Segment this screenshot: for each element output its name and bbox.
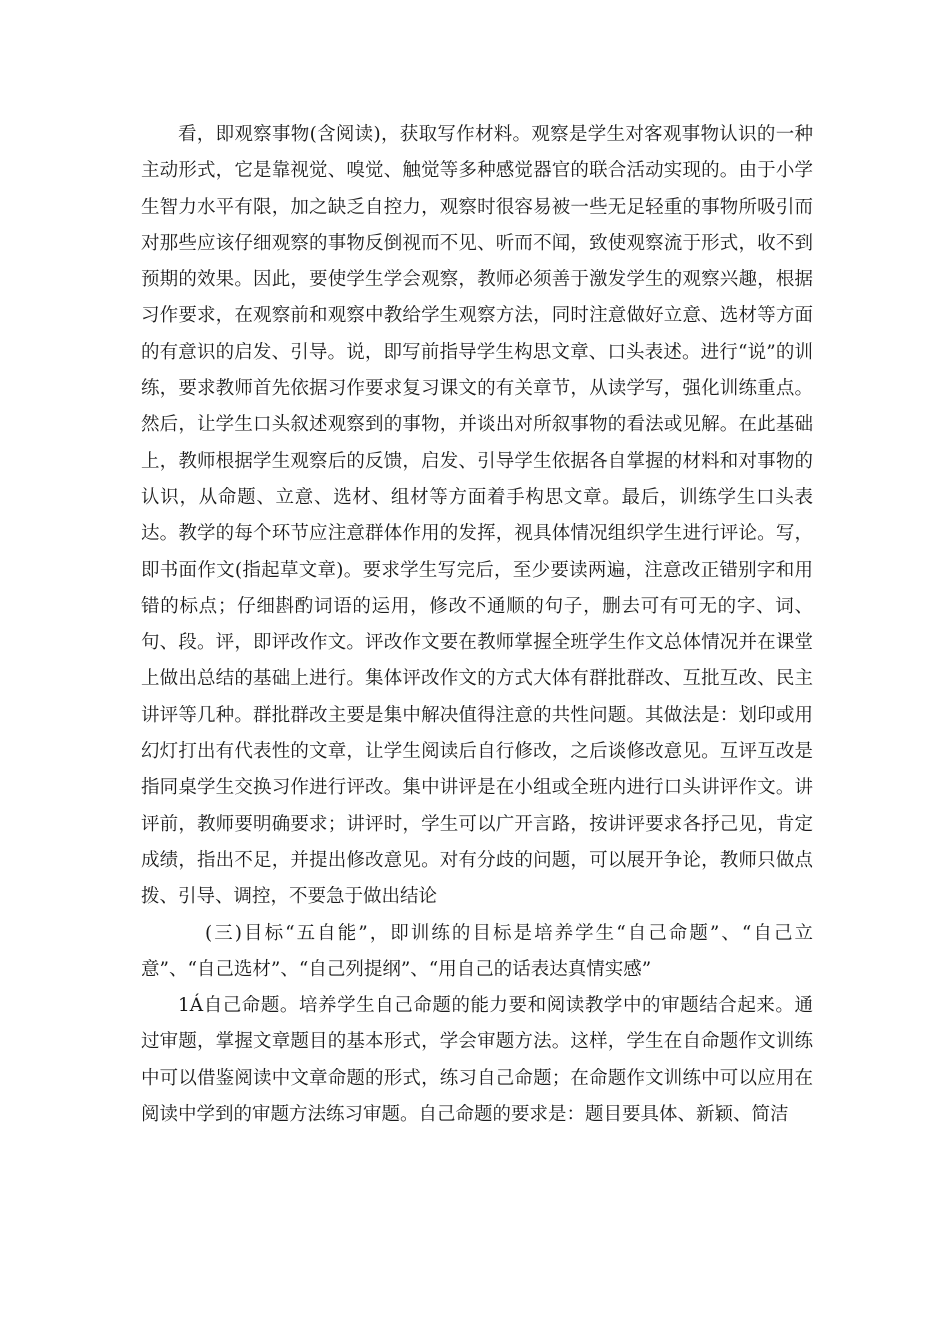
paragraph-five-self-abilities: (三)目标“五自能”，即训练的目标是培养学生“自己命题”、“自己立意”、“自己选材”、“自己列提纲”、“用自己的话表达真情实感” <box>141 922 813 980</box>
paragraph-self-titling: 1Á自己命题。培养学生自己命题的能力要和阅读教学中的审题结合起来。通过审题，掌握文章题目的基本形式，学会审题方法。这样，学生在自命题作文训练中可以借鉴阅读中文章命题的形式，练习自己命题；在命题作文训练中可以应用在阅读中学到的审题方法练习审题。自己命题的要求是：题目要具体、新颖、简洁 <box>141 995 813 1126</box>
paragraph-observe-say-write-review: 看，即观察事物(含阅读)，获取写作材料。观察是学生对客观事物认识的一种主动形式，它是靠视觉、嗅觉、触觉等多种感觉器官的联合活动实现的。由于小学生智力水平有限，加之缺乏自控力，观察时很容易被一些无足轻重的事物所吸引而对那些应该仔细观察的事物反倒视而不见、听而不闻，致使观察流于形式，收不到预期的效果。因此，要使学生学会观察，教师必须善于激发学生的观察兴趣，根据习作要求，在观察前和观察中教给学生观察方法，同时注意做好立意、选材等方面的有意识的启发、引导。说，即写前指导学生构思文章、口头表述。进行“说”的训练，要求教师首先依据习作要求复习课文的有关章节，从读学写，强化训练重点。然后，让学生口头叙述观察到的事物，并谈出对所叙事物的看法或见解。在此基础上，教师根据学生观察后的反馈，启发、引导学生依据各自掌握的材料和对事物的认识，从命题、立意、选材、组材等方面着手构思文章。最后，训练学生口头表达。教学的每个环节应注意群体作用的发挥，视具体情况组织学生进行评论。写，即书面作文(指起草文章)。要求学生写完后，至少要读两遍，注意改正错别字和用错的标点；仔细斟酌词语的运用，修改不通顺的句子，删去可有可无的字、词、句、段。评，即评改作文。评改作文要在教师掌握全班学生作文总体情况并在课堂上做出总结的基础上进行。集体评改作文的方式大体有群批群改、互批互改、民主讲评等几种。群批群改主要是集中解决值得注意的共性问题。其做法是：划印或用幻灯打出有代表性的文章，让学生阅读后自行修改，之后谈修改意见。互评互改是指同桌学生交换习作进行评改。集中讲评是在小组或全班内进行口头讲评作文。讲评前，教师要明确要求；讲评时，学生可以广开言路，按讲评要求各抒己见，肯定成绩，指出不足，并提出修改意见。对有分歧的问题，可以展开争论，教师只做点拨、引导、调控，不要急于做出结论 <box>141 124 813 908</box>
document-body <box>141 117 813 1133</box>
